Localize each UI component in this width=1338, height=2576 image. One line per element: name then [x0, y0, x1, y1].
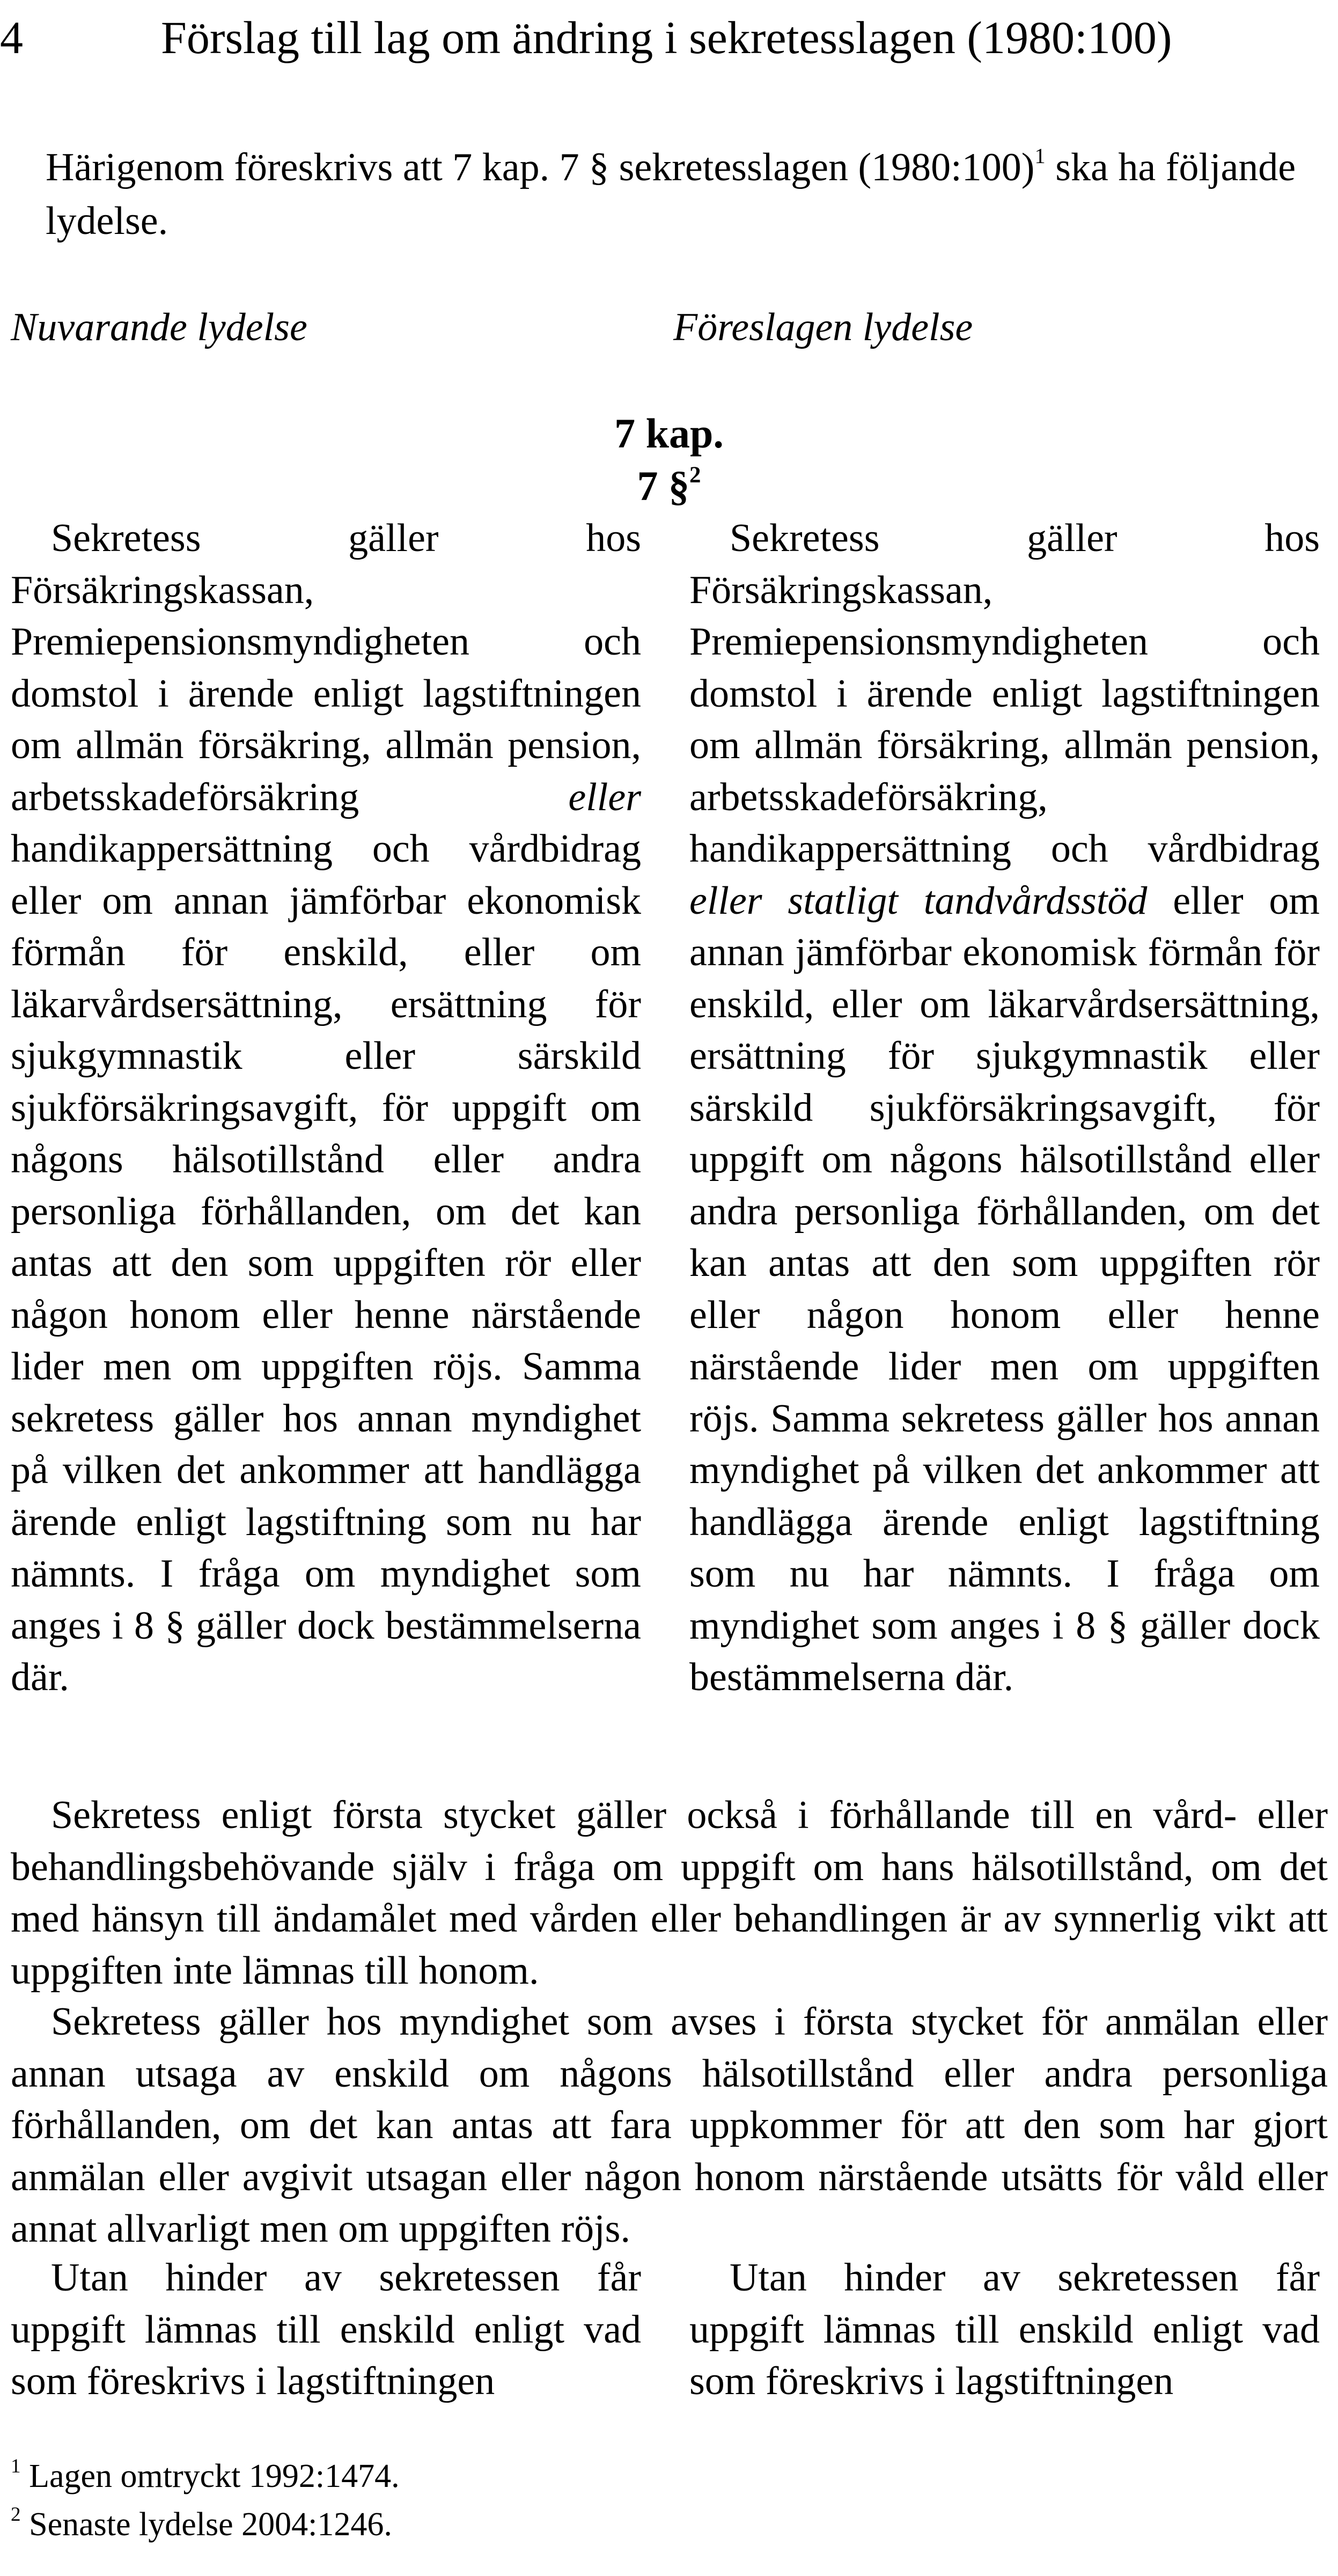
- shared-paragraph-3-text: Sekretess gäller hos myndighet som avses i första stycket för anmälan eller annan utsaga av enskild om någons hälsotillstånd eller andra personliga förhållanden, om det kan antas att fara uppkommer för att den som har gjort anmälan eller avgivit utsagan eller någon honom närstående utsätts för våld eller annat allvarligt men om uppgiften röjs.: [11, 2000, 1328, 2251]
- footnote-ref-2: 2: [689, 462, 701, 488]
- intro-text: Härigenom föreskrivs att 7 kap. 7 § sekretesslagen (1980:100): [46, 145, 1035, 189]
- footnote-2: [11, 2500, 400, 2549]
- proposed-wording-heading: Föreslagen lydelse: [673, 305, 973, 349]
- footnotes: [11, 2452, 400, 2549]
- current-last-paragraph: [11, 2252, 641, 2408]
- chapter-heading: 7 kap.: [614, 410, 724, 457]
- intro-paragraph: [46, 141, 1322, 248]
- proposed-text-part2: eller om annan jämförbar ekonomisk förmån för enskild, eller om läkarvårdsersättning, ersättning för sjukgymnastik eller särskild sjukförsäkringsavgift, för uppgift om någons hälsotillstånd eller andra personliga förhållanden, om det kan antas att den som uppgiften rör eller någon honom eller henne närstående lider men om uppgiften röjs. Samma sekretess gäller hos annan myndighet på vilken det ankommer att handlägga ärende enligt lagstiftning som nu har nämnts. I fråga om myndighet som anges i 8 § gäller dock bestämmelserna där.: [689, 878, 1320, 1699]
- current-text-part1: Sekretess gäller hos Försäkringskassan, Premiepensionsmyndigheten och domstol i ärende enligt lagstiftningen om allmän försäkring, allmän pension, arbetsskadeförsäkring: [11, 516, 641, 819]
- paragraph-heading: [0, 460, 1338, 512]
- footnote-ref-1: 1: [1034, 144, 1046, 168]
- proposed-last-paragraph: [689, 2252, 1320, 2408]
- current-last-text: Utan hinder av sekretessen får uppgift lämnas till enskild enligt vad som föreskrivs i lagstiftningen: [11, 2256, 641, 2403]
- footnote-2-text: Senaste lydelse 2004:1246.: [29, 2506, 392, 2543]
- footnote-1: [11, 2452, 400, 2500]
- shared-paragraph-2: [11, 1789, 1328, 1997]
- paragraph-number: 7 §: [637, 463, 690, 509]
- shared-paragraph-3: [11, 1996, 1328, 2255]
- proposed-text-emphasis: eller statligt tandvårdsstöd: [689, 878, 1148, 923]
- footnote-1-mark: 1: [11, 2455, 21, 2477]
- intro-text-end: ska ha följande lydelse.: [46, 145, 1296, 243]
- proposed-last-text: Utan hinder av sekretessen får uppgift lämnas till enskild enligt vad som föreskrivs i lagstiftningen: [689, 2256, 1320, 2403]
- shared-paragraph-2-text: Sekretess enligt första stycket gäller också i förhållande till en vård- eller behandlingsbehövande själv i fråga om uppgift om hans hälsotillstånd, om det med hänsyn till ändamålet med vården eller behandlingen är av synnerlig vikt att uppgiften inte lämnas till honom.: [11, 1793, 1328, 1993]
- current-text-part2: handikappersättning och vårdbidrag eller om annan jämförbar ekonomisk förmån för enskild, eller om läkarvårdsersättning, ersättning för sjukgymnastik eller särskild sjukförsäkringsavgift, för uppgift om någons hälsotillstånd eller andra personliga förhållanden, om det kan antas att den som uppgiften rör eller någon honom eller henne närstående lider men om uppgiften röjs. Samma sekretess gäller hos annan myndighet på vilken det ankommer att handlägga ärende enligt lagstiftning som nu har nämnts. I fråga om myndighet som anges i 8 § gäller dock bestämmelserna där.: [11, 827, 641, 1699]
- current-wording-column: [11, 512, 641, 1704]
- proposed-wording-column: [689, 512, 1320, 1704]
- current-wording-heading: Nuvarande lydelse: [11, 305, 307, 349]
- proposed-text-part1: Sekretess gäller hos Försäkringskassan, Premiepensionsmyndigheten och domstol i ärende enligt lagstiftningen om allmän försäkring, allmän pension, arbetsskadeförsäkring, handikappersättning och vårdbidrag: [689, 516, 1320, 871]
- section-title: Förslag till lag om ändring i sekretesslagen (1980:100): [161, 12, 1172, 63]
- footnote-2-mark: 2: [11, 2503, 21, 2526]
- footnote-1-text: Lagen omtryckt 1992:1474.: [29, 2458, 400, 2494]
- section-number: 4: [0, 12, 23, 63]
- current-text-emphasis: eller: [568, 775, 641, 819]
